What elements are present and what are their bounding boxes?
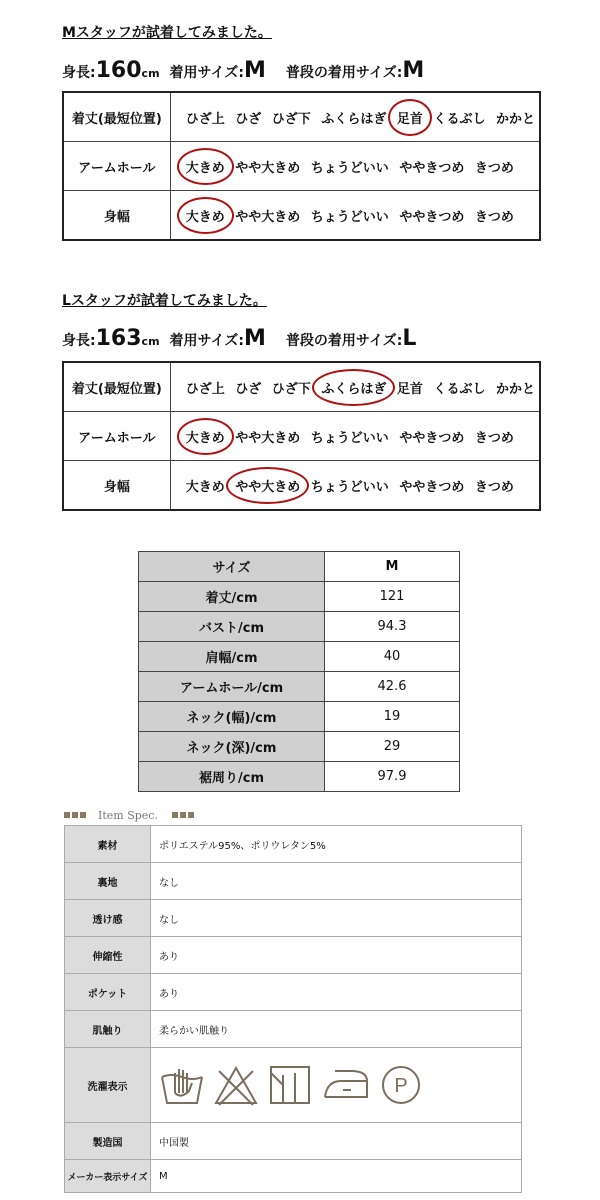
fit-option: ふくらはぎ (321, 111, 387, 127)
fit-row-options (170, 92, 540, 142)
fit-row (63, 142, 540, 191)
hand-wash-icon (159, 1063, 205, 1107)
size-key: ネック(幅)/cm (139, 702, 325, 732)
staff-m-fit-table (62, 91, 541, 241)
usual-size-label: 普段の着用サイズ: (285, 65, 403, 81)
size-key: 着丈/cm (139, 582, 325, 612)
fit-row-options (170, 362, 540, 412)
size-key: アームホール/cm (139, 672, 325, 702)
item-spec-heading (64, 808, 196, 822)
size-value: 29 (325, 732, 460, 762)
size-table-header (139, 552, 460, 582)
spec-value: なし (151, 863, 522, 900)
staff-m-title: Mスタッフが試着してみました。 (62, 25, 272, 41)
fit-option: 大きめ (185, 479, 225, 495)
fit-option: ひざ下 (271, 111, 311, 127)
spec-key: 素材 (65, 826, 151, 863)
fit-row (63, 92, 540, 142)
fit-option: ややきつめ (399, 479, 465, 495)
spec-value: 柔らかい肌触り (151, 1011, 522, 1048)
size-table (138, 551, 460, 792)
care-icons (151, 1048, 522, 1123)
fit-option: ちょうどいい (310, 209, 389, 225)
fit-row-label: 着丈(最短位置) (63, 362, 170, 412)
size-value: 40 (325, 642, 460, 672)
size-label: 着用サイズ: (169, 65, 245, 81)
fit-option: きつめ (474, 479, 514, 495)
care-label: 洗濯表示 (65, 1048, 151, 1123)
fit-row-label: アームホール (63, 142, 170, 191)
size-row (139, 762, 460, 792)
size-value: M (244, 58, 266, 83)
size-value: M (244, 326, 266, 351)
maker-size-value: M (151, 1160, 522, 1193)
spec-row-origin (65, 1123, 522, 1160)
fit-row-label: 身幅 (63, 461, 170, 511)
fit-row-label: 着丈(最短位置) (63, 92, 170, 142)
fit-option: くるぶし (433, 111, 486, 127)
fit-option: やや大きめ (235, 430, 301, 446)
size-value: 97.9 (325, 762, 460, 792)
size-label: 着用サイズ: (169, 333, 245, 349)
maker-size-label: メーカー表示サイズ (65, 1160, 151, 1193)
fit-option-selected: ふくらはぎ (318, 378, 389, 397)
fit-option: ちょうどいい (310, 430, 389, 446)
fit-option: ややきつめ (399, 160, 465, 176)
usual-size-value: L (402, 326, 417, 351)
origin-value: 中国製 (151, 1123, 522, 1160)
spec-row (65, 863, 522, 900)
size-key: ネック(深)/cm (139, 732, 325, 762)
staff-l-title: Lスタッフが試着してみました。 (62, 293, 267, 309)
size-header-value: M (325, 552, 460, 582)
spec-key: 伸縮性 (65, 937, 151, 974)
fit-row (63, 461, 540, 511)
fit-option: ちょうどいい (310, 479, 389, 495)
usual-size-value: M (402, 58, 425, 83)
fit-option: 足首 (396, 381, 423, 397)
fit-row-label: アームホール (63, 412, 170, 461)
fit-option-selected: 大きめ (183, 206, 228, 225)
staff-m-info (62, 58, 424, 83)
fit-option: ひざ (235, 111, 262, 127)
spec-row (65, 826, 522, 863)
fit-option: やや大きめ (235, 209, 301, 225)
fit-option-selected: 足首 (394, 108, 426, 127)
size-row (139, 612, 460, 642)
fit-option: くるぶし (433, 381, 486, 397)
fit-row (63, 412, 540, 461)
size-row (139, 702, 460, 732)
item-spec-title: Item Spec. (98, 808, 158, 822)
fit-option: ややきつめ (399, 430, 465, 446)
dry-clean-p-letter: P (394, 1075, 408, 1097)
staff-l-info (62, 326, 416, 351)
fit-option: きつめ (474, 209, 514, 225)
height-value: 160 (95, 58, 142, 83)
spec-row (65, 1011, 522, 1048)
spec-value: あり (151, 974, 522, 1011)
size-row (139, 672, 460, 702)
height-label: 身長: (62, 65, 96, 81)
spec-value: なし (151, 900, 522, 937)
spec-key: 透け感 (65, 900, 151, 937)
staff-l-fit-table (62, 361, 541, 511)
fit-option: きつめ (474, 430, 514, 446)
fit-option-selected: 大きめ (183, 427, 228, 446)
size-header-key: サイズ (139, 552, 325, 582)
fit-option: ややきつめ (399, 209, 465, 225)
size-row (139, 582, 460, 612)
usual-size-label: 普段の着用サイズ: (285, 333, 403, 349)
fit-row-options (170, 461, 540, 511)
height-unit: cm (141, 67, 160, 80)
size-key: 肩幅/cm (139, 642, 325, 672)
origin-label: 製造国 (65, 1123, 151, 1160)
size-value: 42.6 (325, 672, 460, 702)
fit-option: かかと (495, 381, 535, 397)
size-value: 121 (325, 582, 460, 612)
line-dry-icon (267, 1063, 313, 1107)
spec-key: ポケット (65, 974, 151, 1011)
spec-row-maker-size (65, 1160, 522, 1193)
fit-row (63, 191, 540, 241)
fit-option-selected: やや大きめ (232, 476, 303, 495)
size-row (139, 732, 460, 762)
fit-option: ひざ上 (185, 111, 225, 127)
height-unit: cm (141, 335, 160, 348)
no-bleach-icon (213, 1063, 259, 1107)
spec-key: 裏地 (65, 863, 151, 900)
size-key: バスト/cm (139, 612, 325, 642)
fit-option: ひざ (235, 381, 262, 397)
size-row (139, 642, 460, 672)
dry-clean-p-icon (379, 1063, 423, 1107)
spec-row-care (65, 1048, 522, 1123)
fit-option: ちょうどいい (310, 160, 389, 176)
spec-value: あり (151, 937, 522, 974)
fit-row-options (170, 142, 540, 191)
height-label: 身長: (62, 333, 96, 349)
item-spec-table (64, 825, 522, 1193)
size-key: 裾周り/cm (139, 762, 325, 792)
fit-row (63, 362, 540, 412)
fit-option: ひざ下 (271, 381, 311, 397)
spec-row (65, 937, 522, 974)
fit-option: きつめ (474, 160, 514, 176)
fit-option: かかと (495, 111, 535, 127)
fit-option: ひざ上 (185, 381, 225, 397)
fit-option: やや大きめ (235, 160, 301, 176)
fit-row-label: 身幅 (63, 191, 170, 241)
spec-key: 肌触り (65, 1011, 151, 1048)
fit-row-options (170, 412, 540, 461)
fit-row-options (170, 191, 540, 241)
size-value: 19 (325, 702, 460, 732)
height-value: 163 (95, 326, 142, 351)
fit-option-selected: 大きめ (183, 157, 228, 176)
size-value: 94.3 (325, 612, 460, 642)
spec-value: ポリエステル95%、ポリウレタン5% (151, 826, 522, 863)
spec-row (65, 974, 522, 1011)
low-iron-icon (321, 1063, 371, 1107)
spec-row (65, 900, 522, 937)
